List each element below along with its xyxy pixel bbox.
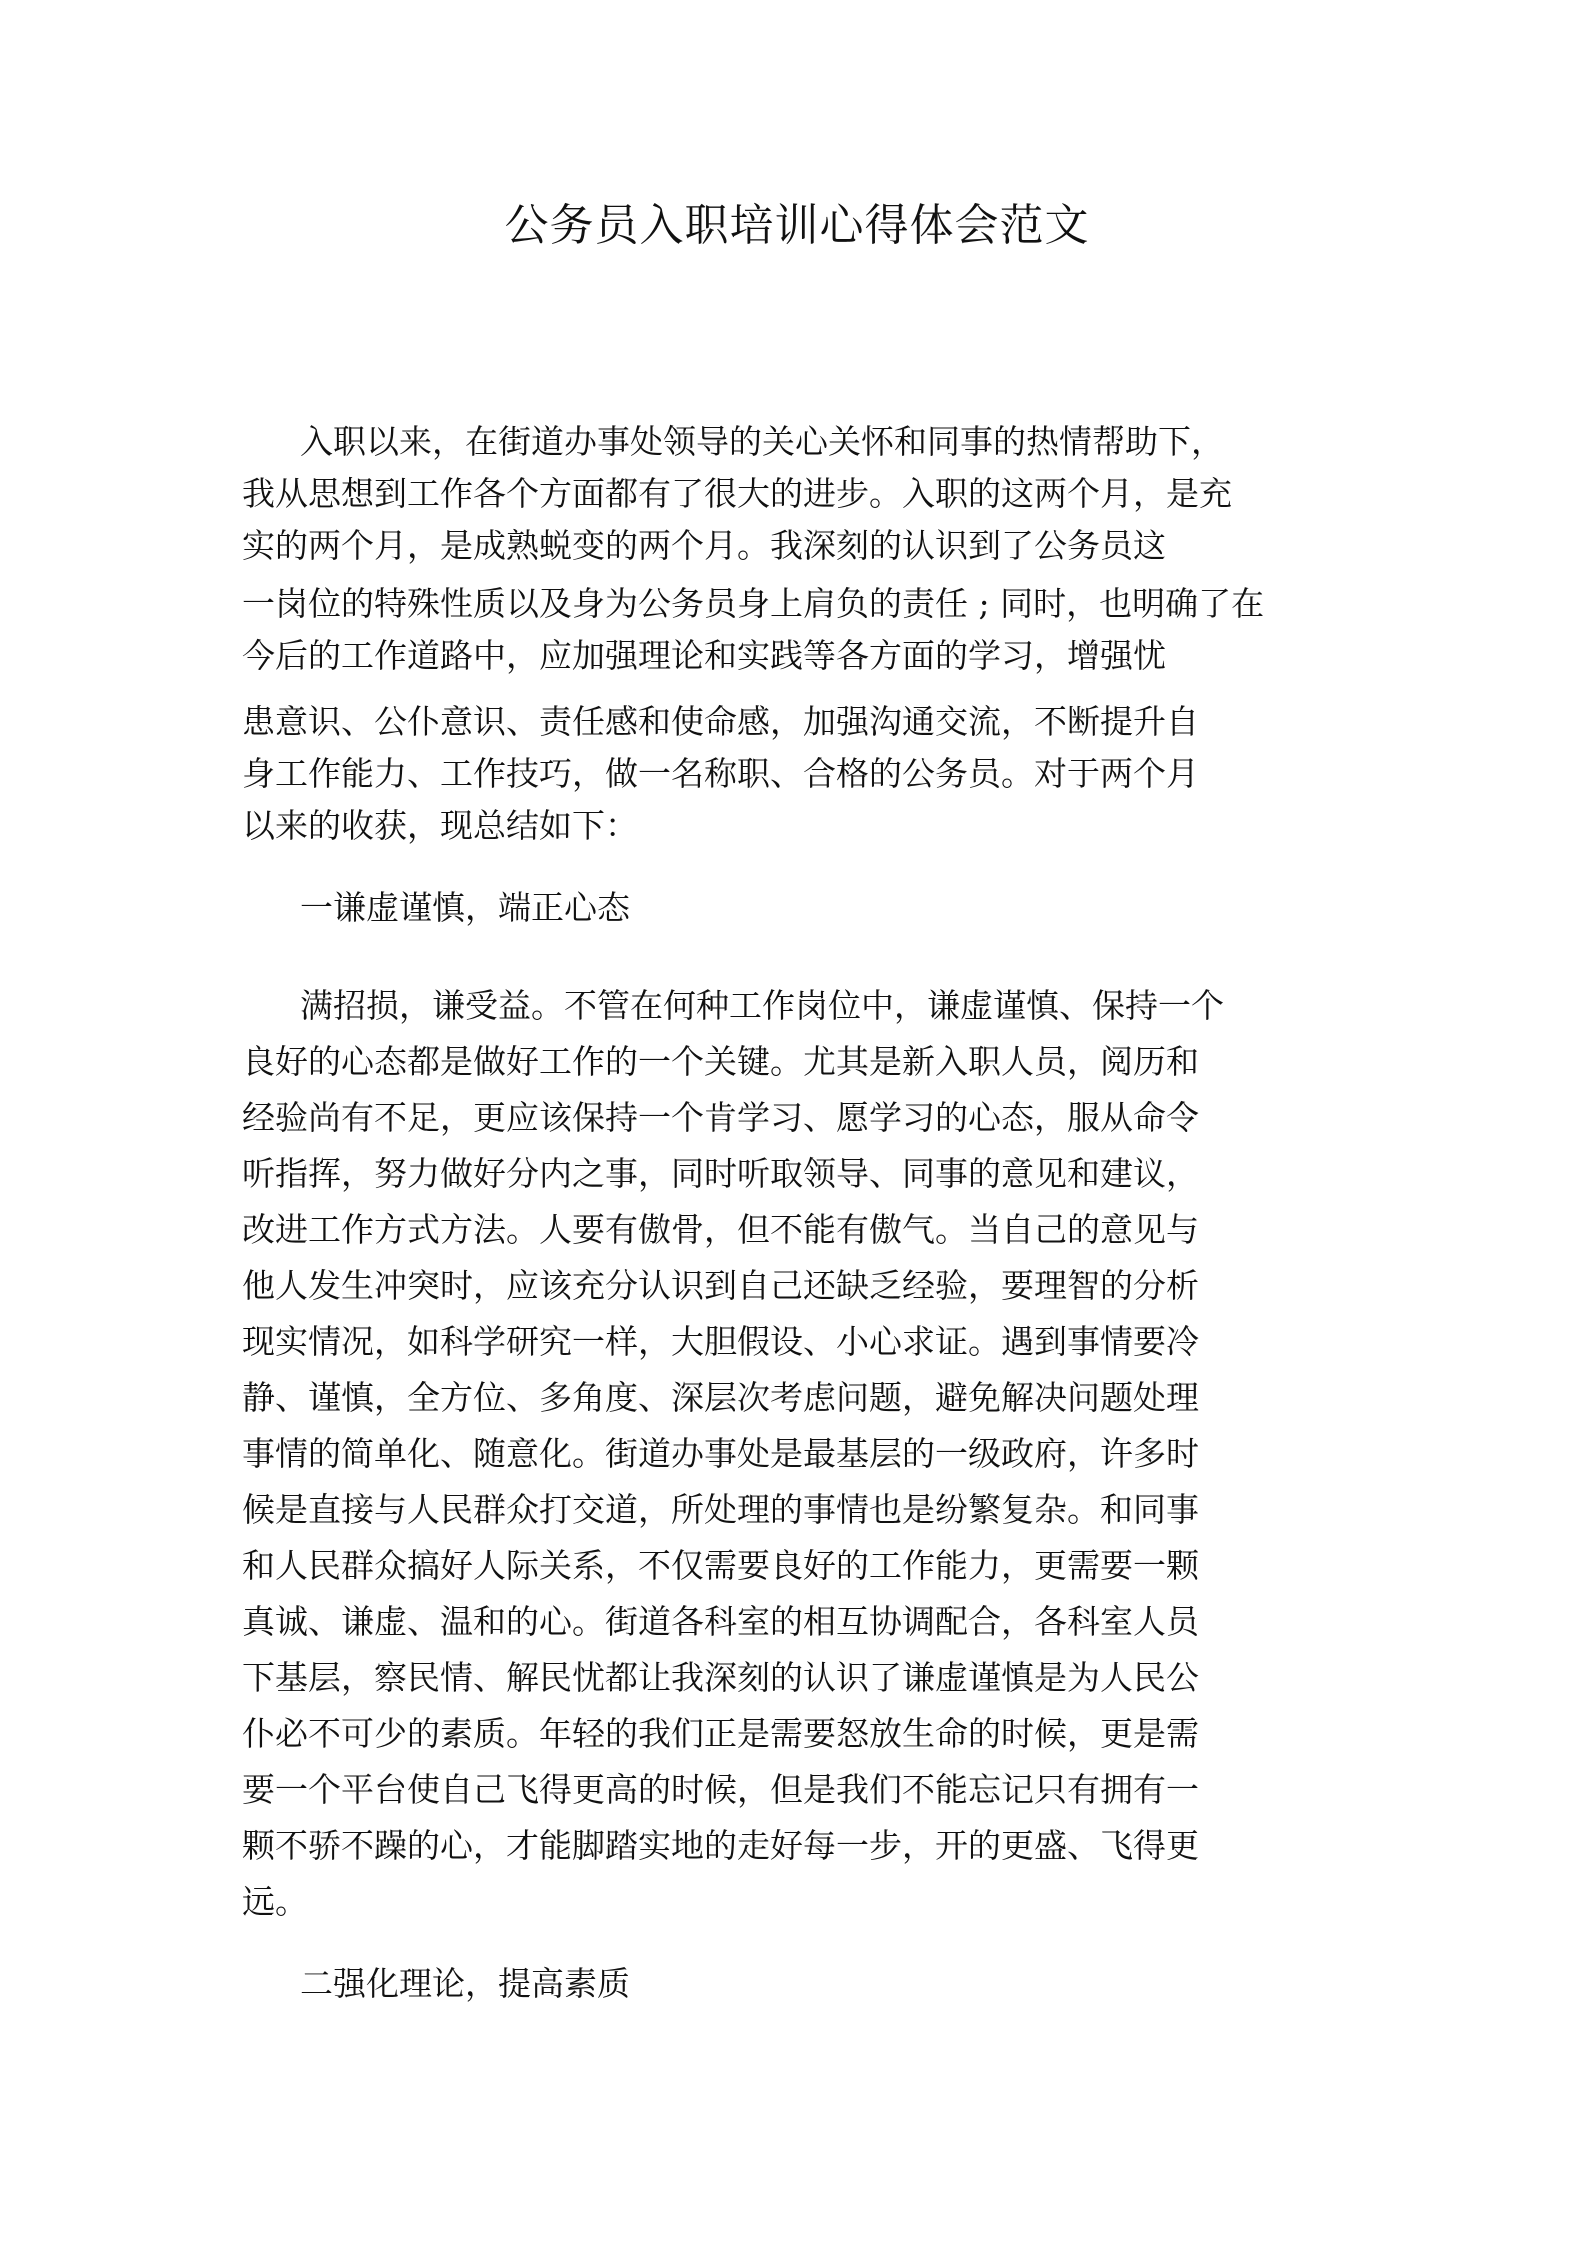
section1-line-3: 经验尚有不足，更应该保持一个肯学习、愿学习的心态，服从命令 — [242, 1098, 1199, 1137]
section1-line-12: 真诚、谦虚、温和的心。街道各科室的相互协调配合，各科室人员 — [242, 1602, 1199, 1641]
intro-line-4: 一岗位的特殊性质以及身为公务员身上肩负的责任 ; 同时，也明确了在 — [242, 584, 1265, 623]
section1-line-8: 静、谨慎，全方位、多角度、深层次考虑问题，避免解决问题处理 — [242, 1378, 1199, 1417]
section1-line-14: 仆必不可少的素质。年轻的我们正是需要怒放生命的时候，更是需 — [242, 1714, 1199, 1753]
section1-line-1: 满招损，谦受益。不管在何种工作岗位中，谦虚谨慎、保持一个 — [300, 986, 1224, 1025]
section1-line-2: 良好的心态都是做好工作的一个关键。尤其是新入职人员，阅历和 — [242, 1042, 1199, 1081]
section1-line-7: 现实情况，如科学研究一样，大胆假设、小心求证。遇到事情要冷 — [242, 1322, 1199, 1361]
section1-line-4: 听指挥，努力做好分内之事，同时听取领导、同事的意见和建议， — [242, 1154, 1199, 1193]
section1-line-16: 颗不骄不躁的心，才能脚踏实地的走好每一步，开的更盛、飞得更 — [242, 1826, 1199, 1865]
intro-line-7: 身工作能力、工作技巧，做一名称职、合格的公务员。对于两个月 — [242, 754, 1199, 793]
section1-line-15: 要一个平台使自己飞得更高的时候，但是我们不能忘记只有拥有一 — [242, 1770, 1199, 1809]
section1-line-6: 他人发生冲突时，应该充分认识到自己还缺乏经验，要理智的分析 — [242, 1266, 1199, 1305]
section1-line-10: 候是直接与人民群众打交道，所处理的事情也是纷繁复杂。和同事 — [242, 1490, 1199, 1529]
intro-line-1: 入职以来，在街道办事处领导的关心关怀和同事的热情帮助下， — [300, 422, 1224, 461]
intro-line-6: 患意识、公仆意识、责任感和使命感，加强沟通交流，不断提升自 — [242, 702, 1199, 741]
section-heading-1: 一谦虚谨慎，端正心态 — [300, 888, 630, 927]
intro-line-2: 我从思想到工作各个方面都有了很大的进步。入职的这两个月，是充 — [242, 474, 1232, 513]
intro-line-3: 实的两个月，是成熟蜕变的两个月。我深刻的认识到了公务员这 — [242, 526, 1166, 565]
intro-line-5: 今后的工作道路中，应加强理论和实践等各方面的学习，增强忧 — [242, 636, 1166, 675]
section1-line-17: 远。 — [242, 1882, 308, 1921]
section1-line-13: 下基层，察民情、解民忧都让我深刻的认识了谦虚谨慎是为人民公 — [242, 1658, 1199, 1697]
section1-line-9: 事情的简单化、随意化。街道办事处是最基层的一级政府，许多时 — [242, 1434, 1199, 1473]
document-title: 公务员入职培训心得体会范文 — [504, 200, 1090, 251]
section-heading-2: 二强化理论，提高素质 — [300, 1964, 630, 2003]
intro-line-8: 以来的收获，现总结如下： — [242, 806, 638, 845]
section1-line-11: 和人民群众搞好人际关系，不仅需要良好的工作能力，更需要一颗 — [242, 1546, 1199, 1585]
section1-line-5: 改进工作方式方法。人要有傲骨，但不能有傲气。当自己的意见与 — [242, 1210, 1199, 1249]
